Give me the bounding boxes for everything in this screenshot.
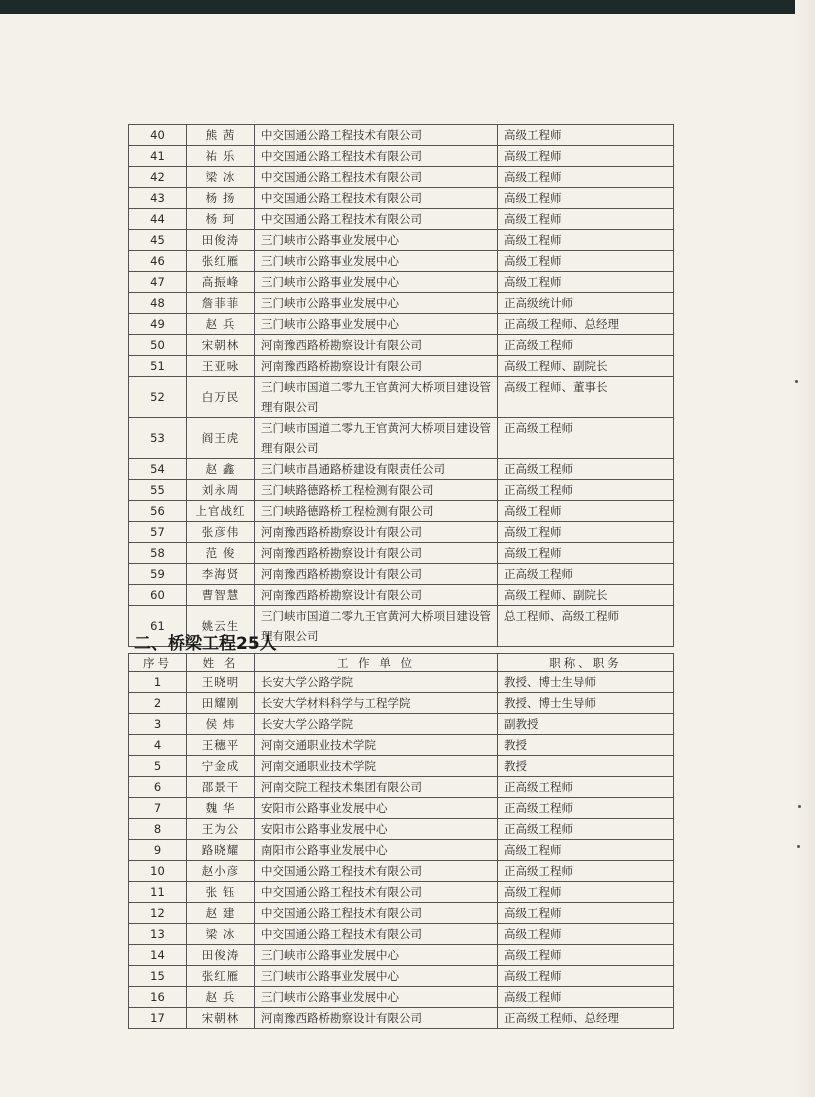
table-row [129, 230, 674, 251]
table-row [129, 272, 674, 293]
expert-table-part1-body [129, 125, 674, 647]
row-number: 8 [129, 819, 187, 840]
section-title-bridge-engineering: 二、桥梁工程25人 [134, 634, 277, 654]
person-name: 梁 冰 [187, 924, 255, 945]
scan-top-border [0, 0, 815, 14]
work-unit: 安阳市公路事业发展中心 [255, 798, 498, 819]
header-num: 序号 [129, 654, 187, 672]
person-name: 张 钰 [187, 882, 255, 903]
person-name: 姚云生 [187, 606, 255, 647]
job-title: 正高级工程师、总经理 [498, 314, 674, 335]
person-name: 张红雁 [187, 251, 255, 272]
row-number: 52 [129, 377, 187, 418]
row-number: 41 [129, 146, 187, 167]
row-number: 54 [129, 459, 187, 480]
table-header-row [129, 654, 674, 672]
job-title: 高级工程师 [498, 966, 674, 987]
work-unit: 河南豫西路桥勘察设计有限公司 [255, 564, 498, 585]
table-row [129, 798, 674, 819]
row-number: 16 [129, 987, 187, 1008]
scan-speck [798, 805, 801, 808]
job-title: 高级工程师 [498, 987, 674, 1008]
table-row [129, 125, 674, 146]
person-name: 祐 乐 [187, 146, 255, 167]
work-unit: 长安大学公路学院 [255, 672, 498, 693]
work-unit: 中交国通公路工程技术有限公司 [255, 146, 498, 167]
person-name: 范 俊 [187, 543, 255, 564]
job-title: 正高级工程师 [498, 564, 674, 585]
expert-table-part1 [128, 124, 674, 647]
expert-table-bridge-body [129, 672, 674, 1029]
person-name: 赵 兵 [187, 314, 255, 335]
work-unit: 三门峡市公路事业发展中心 [255, 987, 498, 1008]
work-unit: 中交国通公路工程技术有限公司 [255, 903, 498, 924]
job-title: 高级工程师 [498, 924, 674, 945]
table-row [129, 945, 674, 966]
work-unit: 三门峡市公路事业发展中心 [255, 966, 498, 987]
row-number: 11 [129, 882, 187, 903]
table-row [129, 418, 674, 459]
person-name: 熊 茜 [187, 125, 255, 146]
table-row [129, 146, 674, 167]
person-name: 杨 扬 [187, 188, 255, 209]
job-title: 高级工程师 [498, 840, 674, 861]
job-title: 高级工程师 [498, 543, 674, 564]
table-row [129, 777, 674, 798]
person-name: 邵景干 [187, 777, 255, 798]
work-unit: 中交国通公路工程技术有限公司 [255, 209, 498, 230]
row-number: 57 [129, 522, 187, 543]
table-row [129, 335, 674, 356]
job-title: 高级工程师 [498, 167, 674, 188]
work-unit: 河南交通职业技术学院 [255, 735, 498, 756]
table-row [129, 840, 674, 861]
table-row [129, 377, 674, 418]
table-row [129, 188, 674, 209]
job-title: 教授 [498, 756, 674, 777]
job-title: 正高级工程师、总经理 [498, 1008, 674, 1029]
person-name: 李海贤 [187, 564, 255, 585]
row-number: 49 [129, 314, 187, 335]
row-number: 14 [129, 945, 187, 966]
expert-table-bridge [128, 653, 674, 1029]
person-name: 田俊涛 [187, 230, 255, 251]
job-title: 教授 [498, 735, 674, 756]
header-title: 职称、职务 [498, 654, 674, 672]
row-number: 50 [129, 335, 187, 356]
job-title: 高级工程师 [498, 230, 674, 251]
work-unit: 三门峡路德路桥工程检测有限公司 [255, 480, 498, 501]
row-number: 15 [129, 966, 187, 987]
person-name: 赵 建 [187, 903, 255, 924]
person-name: 张红雁 [187, 966, 255, 987]
job-title: 教授、博士生导师 [498, 693, 674, 714]
person-name: 阎王虎 [187, 418, 255, 459]
table-row [129, 564, 674, 585]
work-unit: 三门峡市公路事业发展中心 [255, 251, 498, 272]
job-title: 正高级统计师 [498, 293, 674, 314]
person-name: 路晓耀 [187, 840, 255, 861]
table-row [129, 924, 674, 945]
work-unit: 河南豫西路桥勘察设计有限公司 [255, 1008, 498, 1029]
job-title: 教授、博士生导师 [498, 672, 674, 693]
person-name: 王晓明 [187, 672, 255, 693]
work-unit: 三门峡市国道二零九王官黄河大桥项目建设管理有限公司 [255, 418, 498, 459]
table-row [129, 293, 674, 314]
work-unit: 河南豫西路桥勘察设计有限公司 [255, 356, 498, 377]
work-unit: 河南豫西路桥勘察设计有限公司 [255, 522, 498, 543]
work-unit: 河南交通职业技术学院 [255, 756, 498, 777]
job-title: 高级工程师 [498, 903, 674, 924]
work-unit: 中交国通公路工程技术有限公司 [255, 167, 498, 188]
person-name: 上官战红 [187, 501, 255, 522]
person-name: 赵 鑫 [187, 459, 255, 480]
row-number: 43 [129, 188, 187, 209]
work-unit: 三门峡市国道二零九王官黄河大桥项目建设管理有限公司 [255, 606, 498, 647]
person-name: 梁 冰 [187, 167, 255, 188]
work-unit: 三门峡市昌通路桥建设有限责任公司 [255, 459, 498, 480]
person-name: 田俊涛 [187, 945, 255, 966]
table-row [129, 903, 674, 924]
table-row [129, 543, 674, 564]
work-unit: 三门峡市公路事业发展中心 [255, 293, 498, 314]
work-unit: 南阳市公路事业发展中心 [255, 840, 498, 861]
table-row [129, 585, 674, 606]
work-unit: 河南豫西路桥勘察设计有限公司 [255, 335, 498, 356]
job-title: 总工程师、高级工程师 [498, 606, 674, 647]
job-title: 正高级工程师 [498, 798, 674, 819]
person-name: 刘永周 [187, 480, 255, 501]
person-name: 魏 华 [187, 798, 255, 819]
person-name: 詹菲菲 [187, 293, 255, 314]
row-number: 47 [129, 272, 187, 293]
job-title: 高级工程师 [498, 501, 674, 522]
row-number: 45 [129, 230, 187, 251]
person-name: 赵 兵 [187, 987, 255, 1008]
job-title: 高级工程师 [498, 146, 674, 167]
row-number: 3 [129, 714, 187, 735]
job-title: 正高级工程师 [498, 480, 674, 501]
table-row [129, 819, 674, 840]
work-unit: 安阳市公路事业发展中心 [255, 819, 498, 840]
job-title: 高级工程师、副院长 [498, 585, 674, 606]
table-row [129, 1008, 674, 1029]
scan-right-edge [795, 0, 815, 1097]
row-number: 44 [129, 209, 187, 230]
header-unit: 工 作 单 位 [255, 654, 498, 672]
person-name: 高振峰 [187, 272, 255, 293]
row-number: 1 [129, 672, 187, 693]
scan-speck [797, 845, 800, 848]
work-unit: 三门峡路德路桥工程检测有限公司 [255, 501, 498, 522]
row-number: 7 [129, 798, 187, 819]
person-name: 宋朝林 [187, 1008, 255, 1029]
job-title: 正高级工程师 [498, 819, 674, 840]
table-row [129, 966, 674, 987]
work-unit: 中交国通公路工程技术有限公司 [255, 882, 498, 903]
job-title: 正高级工程师 [498, 459, 674, 480]
job-title: 高级工程师、董事长 [498, 377, 674, 418]
person-name: 田耀刚 [187, 693, 255, 714]
table-row [129, 314, 674, 335]
row-number: 55 [129, 480, 187, 501]
work-unit: 三门峡市公路事业发展中心 [255, 272, 498, 293]
table-row [129, 882, 674, 903]
table-row [129, 987, 674, 1008]
person-name: 白万民 [187, 377, 255, 418]
work-unit: 长安大学公路学院 [255, 714, 498, 735]
row-number: 13 [129, 924, 187, 945]
person-name: 王为公 [187, 819, 255, 840]
job-title: 副教授 [498, 714, 674, 735]
row-number: 6 [129, 777, 187, 798]
row-number: 60 [129, 585, 187, 606]
row-number: 9 [129, 840, 187, 861]
job-title: 高级工程师 [498, 251, 674, 272]
job-title: 高级工程师 [498, 882, 674, 903]
row-number: 51 [129, 356, 187, 377]
work-unit: 河南交院工程技术集团有限公司 [255, 777, 498, 798]
person-name: 王穗平 [187, 735, 255, 756]
row-number: 46 [129, 251, 187, 272]
job-title: 高级工程师 [498, 522, 674, 543]
person-name: 侯 炜 [187, 714, 255, 735]
job-title: 高级工程师 [498, 272, 674, 293]
job-title: 高级工程师 [498, 125, 674, 146]
row-number: 42 [129, 167, 187, 188]
table-row [129, 167, 674, 188]
table-row [129, 714, 674, 735]
work-unit: 长安大学材料科学与工程学院 [255, 693, 498, 714]
row-number: 5 [129, 756, 187, 777]
work-unit: 中交国通公路工程技术有限公司 [255, 125, 498, 146]
row-number: 10 [129, 861, 187, 882]
job-title: 正高级工程师 [498, 418, 674, 459]
row-number: 53 [129, 418, 187, 459]
row-number: 48 [129, 293, 187, 314]
table-row [129, 756, 674, 777]
row-number: 4 [129, 735, 187, 756]
work-unit: 中交国通公路工程技术有限公司 [255, 861, 498, 882]
job-title: 正高级工程师 [498, 335, 674, 356]
table-row [129, 251, 674, 272]
row-number: 12 [129, 903, 187, 924]
work-unit: 三门峡市国道二零九王官黄河大桥项目建设管理有限公司 [255, 377, 498, 418]
table-row [129, 672, 674, 693]
table-row [129, 522, 674, 543]
person-name: 宋朝林 [187, 335, 255, 356]
table-row [129, 356, 674, 377]
work-unit: 河南豫西路桥勘察设计有限公司 [255, 543, 498, 564]
row-number: 59 [129, 564, 187, 585]
person-name: 杨 珂 [187, 209, 255, 230]
row-number: 56 [129, 501, 187, 522]
person-name: 张彦伟 [187, 522, 255, 543]
row-number: 58 [129, 543, 187, 564]
table-row [129, 501, 674, 522]
person-name: 王亚咏 [187, 356, 255, 377]
person-name: 曹智慧 [187, 585, 255, 606]
job-title: 正高级工程师 [498, 777, 674, 798]
header-name: 姓 名 [187, 654, 255, 672]
job-title: 高级工程师、副院长 [498, 356, 674, 377]
row-number: 40 [129, 125, 187, 146]
job-title: 高级工程师 [498, 209, 674, 230]
table-row [129, 459, 674, 480]
person-name: 宁金成 [187, 756, 255, 777]
work-unit: 三门峡市公路事业发展中心 [255, 314, 498, 335]
job-title: 高级工程师 [498, 188, 674, 209]
row-number: 2 [129, 693, 187, 714]
table-row [129, 480, 674, 501]
job-title: 高级工程师 [498, 945, 674, 966]
table-row [129, 693, 674, 714]
table-row [129, 735, 674, 756]
table-row [129, 861, 674, 882]
row-number: 61 [129, 606, 187, 647]
work-unit: 三门峡市公路事业发展中心 [255, 230, 498, 251]
job-title: 正高级工程师 [498, 861, 674, 882]
person-name: 赵小彦 [187, 861, 255, 882]
work-unit: 中交国通公路工程技术有限公司 [255, 924, 498, 945]
work-unit: 中交国通公路工程技术有限公司 [255, 188, 498, 209]
work-unit: 河南豫西路桥勘察设计有限公司 [255, 585, 498, 606]
row-number: 17 [129, 1008, 187, 1029]
scan-speck [795, 380, 798, 383]
table-row [129, 209, 674, 230]
work-unit: 三门峡市公路事业发展中心 [255, 945, 498, 966]
